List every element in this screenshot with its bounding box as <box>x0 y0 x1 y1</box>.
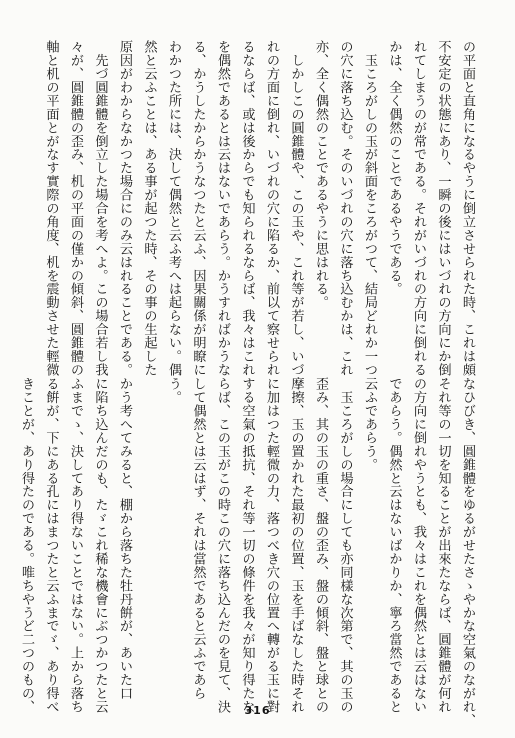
text-line: るならば、或は後からでも知られるならば、我々はこれ <box>239 40 255 377</box>
text-line: なひびき、圓錐體をゆるがせたさゝやかな空氣のながれ、 <box>460 377 475 727</box>
text-line: 先づ圓錐體を倒立した場合を考へよ。この場合若し我 <box>92 40 108 377</box>
text-line: れの方面に倒れ、いづれの穴に陷るか、前以て察せられ <box>264 40 279 377</box>
text-line: らば、この玉がこの時この穴に落ち込んだのを見て、決 <box>215 377 230 714</box>
text-line: ふまでゝ、決してあり得ないことではない。上から落ち <box>68 377 83 714</box>
text-line: の方向に倒れやうとも、我々はこれを偶然とは云はない <box>411 377 426 714</box>
text-line: 原因がわからなかつた場合にのみ云はれることである。 <box>117 40 132 377</box>
text-line: の平面と直角になるやうに倒立させられた時、これは頗 <box>460 40 475 377</box>
text-line: 然と云ふことは、ある事が起つた時、その事の生起した <box>141 40 157 377</box>
text-line: 摩擦、玉の置かれた最初の位置、玉を手ばなした時それ <box>288 377 304 714</box>
page-number: 316 <box>244 704 271 717</box>
upper-text-block <box>38 40 479 377</box>
text-line <box>136 377 161 695</box>
text-line: であらう。偶然と云はないばかりか、寧ろ當然であると <box>386 377 402 714</box>
text-line: れてしまうのが常である。それがいづれの方向に倒れる <box>411 40 426 377</box>
text-line: 云ふであらう。 <box>362 377 377 472</box>
text-line: を偶然であるとは云はないであらう。かうすればかうな <box>215 40 230 377</box>
text-line: に加はつた輕微の力、落つべき穴の位置へ轉がる玉に對 <box>264 377 279 714</box>
text-line: う。 <box>166 377 181 404</box>
text-line: る、かうしたからかうなつたと云ふ、因果關係が明瞭に <box>190 40 206 377</box>
text-line: する空氣の抵抗、それ等一切の條件を我々が知り得たな <box>239 377 255 714</box>
text-line: 不安定の状態にあり、一瞬の後にはいづれの方向にか倒 <box>435 40 451 377</box>
text-line: に陷ち込んだのも、たゞこれ稀な機會にぶつかつたと云 <box>92 377 108 714</box>
text-line: る餠が、下にある孔にはまつたと云ふまでゞ、あり得べ <box>43 377 59 714</box>
text-line: 玉ころがしの場合にしても亦同樣な次第で、其の玉の <box>337 377 353 714</box>
text-line: 亦、全く偶然のことであるやうに思はれる。 <box>313 40 328 309</box>
text-line: かう考へてみると、棚から落ちた牡丹餠が、あいた口 <box>117 377 132 700</box>
text-line: 歪み、其の玉の重さ、盤の歪み、盤の傾斜、盤と球との <box>313 377 328 714</box>
text-line: 軸と机の平面とがなす實際の角度、机を震動させた輕微 <box>43 40 59 377</box>
text-line: それ等の一切を知ることが出來たならば、圓錐體が何れ <box>435 377 451 714</box>
text-line: して偶然とは云はず、それは當然であると云ふであら <box>190 377 206 700</box>
text-line: しかしこの圓錐體や、この玉や、これ等が若し、いづ <box>288 40 304 377</box>
text-line: きことが、あり得たのである。唯ちやうど二つのもの、 <box>19 377 34 714</box>
text-line: かは、全く偶然のことであるやうである。 <box>386 40 402 296</box>
text-line: 々が、圓錐體の歪み、机の平面の僅かの傾斜、圓錐體の <box>68 40 83 377</box>
text-line: 玉ころがしの玉が斜面をころがつて、結局どれか一つ <box>362 40 377 377</box>
text-line: の穴に落ち込む。そのいづれの穴に落ち込むかは、これ <box>337 40 353 377</box>
text-line: わかつた所には、決して偶然と云ふ考へは起らない。偶 <box>166 40 181 377</box>
